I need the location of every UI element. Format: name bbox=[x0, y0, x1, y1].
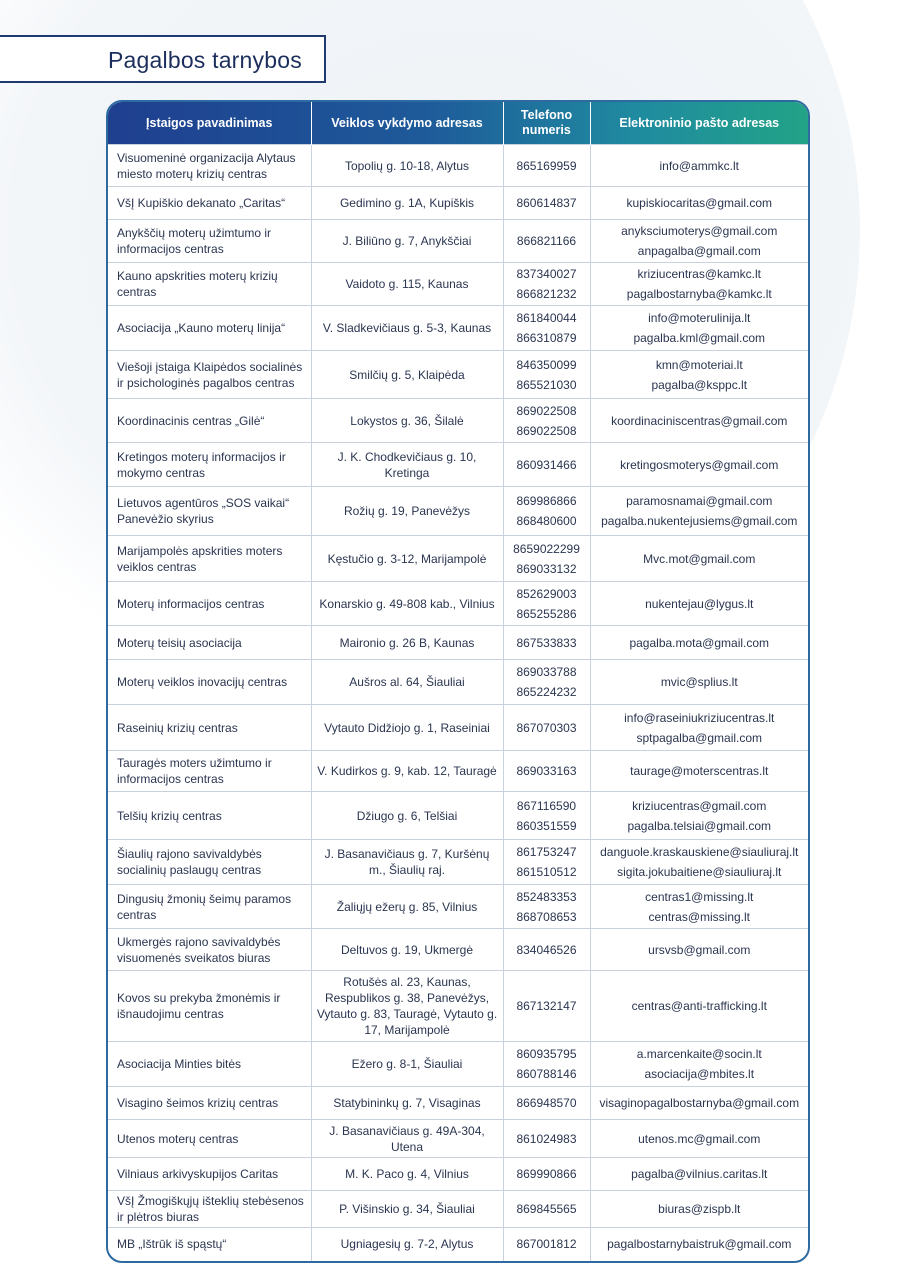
org-address: Ežero g. 8-1, Šiauliai bbox=[311, 1042, 503, 1087]
header-phone: Telefono numeris bbox=[503, 102, 590, 145]
phone-number[interactable]: 834046526 bbox=[516, 942, 577, 957]
org-address: Aušros al. 64, Šiauliai bbox=[311, 660, 503, 705]
org-phones bbox=[503, 399, 590, 443]
table-row bbox=[108, 220, 808, 263]
org-emails bbox=[590, 1158, 808, 1191]
services-table bbox=[106, 100, 810, 1263]
org-phones bbox=[503, 840, 590, 885]
email-address[interactable]: centras@anti-trafficking.lt bbox=[631, 999, 767, 1013]
phone-number[interactable]: 868480600 bbox=[516, 514, 577, 528]
org-name: Visuomeninė organizacija Alytaus miesto moterų krizių centras bbox=[108, 145, 311, 187]
table-row bbox=[108, 187, 808, 220]
email-address[interactable]: utenos.mc@gmail.com bbox=[638, 1131, 761, 1146]
org-emails bbox=[590, 582, 808, 626]
org-address: Topolių g. 10-18, Alytus bbox=[311, 145, 503, 187]
org-name: Kretingos moterų informacijos ir mokymo centras bbox=[108, 443, 311, 487]
org-name: Utenos moterų centras bbox=[108, 1120, 311, 1158]
table-row bbox=[108, 840, 808, 885]
phone-number[interactable]: 860351559 bbox=[516, 818, 577, 833]
org-address: J. K. Chodkevičiaus g. 10, Kretinga bbox=[311, 443, 503, 487]
org-emails bbox=[590, 660, 808, 705]
email-address[interactable]: visaginopagalbostarnyba@gmail.com bbox=[599, 1096, 800, 1110]
table-row bbox=[108, 145, 808, 187]
org-phones bbox=[503, 1158, 590, 1191]
org-address: Konarskio g. 49-808 kab., Vilnius bbox=[311, 582, 503, 626]
table-row bbox=[108, 885, 808, 929]
phone-number[interactable]: 869022508 bbox=[516, 403, 577, 418]
phone-number[interactable]: 860788146 bbox=[516, 1067, 577, 1081]
org-emails bbox=[590, 705, 808, 751]
org-address: Kęstučio g. 3-12, Marijampolė bbox=[311, 536, 503, 582]
email-address[interactable]: pagalba@vilnius.caritas.lt bbox=[631, 1167, 768, 1181]
email-address[interactable]: sptpagalba@gmail.com bbox=[636, 730, 763, 745]
org-address: J. Biliūno g. 7, Anykščiai bbox=[311, 220, 503, 263]
org-address: V. Sladkevičiaus g. 5-3, Kaunas bbox=[311, 306, 503, 351]
org-name: Anykščių moterų užimtumo ir informacijos centras bbox=[108, 220, 311, 263]
phone-number[interactable]: 867001812 bbox=[516, 1237, 577, 1252]
email-address[interactable]: biuras@zispb.lt bbox=[658, 1202, 741, 1216]
email-address[interactable]: a.marcenkaite@socin.lt bbox=[636, 1047, 762, 1061]
org-phones bbox=[503, 487, 590, 536]
email-address[interactable]: anyksciumoterys@gmail.com bbox=[621, 224, 778, 238]
org-name: Šiaulių rajono savivaldybės socialinių paslaugų centras bbox=[108, 840, 311, 885]
org-address: J. Basanavičiaus g. 7, Kuršėnų m., Šiaulių raj. bbox=[311, 840, 503, 885]
phone-number[interactable]: 869033132 bbox=[516, 561, 577, 576]
org-name: Moterų informacijos centras bbox=[108, 582, 311, 626]
phone-number[interactable]: 852629003 bbox=[516, 586, 577, 601]
org-phones bbox=[503, 626, 590, 660]
org-address: Vytauto Didžiojo g. 1, Raseiniai bbox=[311, 705, 503, 751]
phone-number[interactable]: 861840044 bbox=[516, 311, 577, 325]
phone-number[interactable]: 846350099 bbox=[516, 357, 577, 372]
org-name: Ukmergės rajono savivaldybės visuomenės sveikatos biuras bbox=[108, 929, 311, 971]
table-row bbox=[108, 971, 808, 1042]
org-name: Telšių krizių centras bbox=[108, 792, 311, 840]
phone-number[interactable]: 865224232 bbox=[516, 685, 577, 699]
phone-number[interactable]: 869845565 bbox=[516, 1202, 577, 1216]
table-row bbox=[108, 487, 808, 536]
table-row bbox=[108, 1191, 808, 1228]
org-address: P. Višinskio g. 34, Šiauliai bbox=[311, 1191, 503, 1228]
org-emails bbox=[590, 885, 808, 929]
org-address: Smilčių g. 5, Klaipėda bbox=[311, 351, 503, 399]
org-phones bbox=[503, 145, 590, 187]
org-address: Ugniagesių g. 7-2, Alytus bbox=[311, 1228, 503, 1261]
org-name: Asociacija „Kauno moterų linija“ bbox=[108, 306, 311, 351]
org-name: Moterų teisių asociacija bbox=[108, 626, 311, 660]
table-row bbox=[108, 929, 808, 971]
phone-number[interactable]: 837340027 bbox=[516, 267, 577, 281]
org-address: Vaidoto g. 115, Kaunas bbox=[311, 263, 503, 306]
org-emails bbox=[590, 536, 808, 582]
org-phones bbox=[503, 443, 590, 487]
phone-number[interactable]: 868708653 bbox=[516, 909, 577, 924]
org-phones bbox=[503, 705, 590, 751]
org-emails bbox=[590, 1228, 808, 1261]
email-address[interactable]: info@raseiniukriziucentras.lt bbox=[624, 710, 775, 725]
org-address: M. K. Paco g. 4, Vilnius bbox=[311, 1158, 503, 1191]
org-phones bbox=[503, 1120, 590, 1158]
org-emails bbox=[590, 751, 808, 792]
phone-number[interactable]: 861024983 bbox=[516, 1131, 577, 1146]
org-name: Kauno apskrities moterų krizių centras bbox=[108, 263, 311, 306]
org-phones bbox=[503, 971, 590, 1042]
org-phones bbox=[503, 1042, 590, 1087]
org-name: Raseinių krizių centras bbox=[108, 705, 311, 751]
org-phones bbox=[503, 220, 590, 263]
org-address: Maironio g. 26 B, Kaunas bbox=[311, 626, 503, 660]
header-address: Veiklos vykdymo adresas bbox=[311, 102, 503, 145]
org-name: Asociacija Minties bitės bbox=[108, 1042, 311, 1087]
org-name: Vilniaus arkivyskupijos Caritas bbox=[108, 1158, 311, 1191]
table-row bbox=[108, 1158, 808, 1191]
email-address[interactable]: kupiskiocaritas@gmail.com bbox=[626, 196, 773, 210]
org-name: VšĮ Kupiškio dekanato „Caritas“ bbox=[108, 187, 311, 220]
phone-number[interactable]: 869986866 bbox=[516, 494, 577, 508]
phone-number[interactable]: 866821232 bbox=[516, 287, 577, 301]
org-address: Deltuvos g. 19, Ukmergė bbox=[311, 929, 503, 971]
email-address[interactable]: pagalbostarnyba@kamkc.lt bbox=[626, 287, 772, 301]
org-emails bbox=[590, 1120, 808, 1158]
table-row bbox=[108, 1228, 808, 1261]
org-phones bbox=[503, 792, 590, 840]
phone-number[interactable]: 8659022299 bbox=[513, 541, 580, 556]
email-address[interactable]: mvic@splius.lt bbox=[660, 675, 738, 689]
org-address: Džiugo g. 6, Telšiai bbox=[311, 792, 503, 840]
org-emails bbox=[590, 626, 808, 660]
org-emails bbox=[590, 1191, 808, 1228]
page-title: Pagalbos tarnybos bbox=[108, 47, 302, 73]
org-name: Viešoji įstaiga Klaipėdos socialinės ir psichologinės pagalbos centras bbox=[108, 351, 311, 399]
phone-number[interactable]: 867070303 bbox=[516, 720, 577, 735]
email-address[interactable]: nukentejau@lygus.lt bbox=[645, 596, 754, 611]
table-row bbox=[108, 263, 808, 306]
phone-number[interactable]: 865521030 bbox=[516, 377, 577, 392]
table-header-row bbox=[108, 102, 808, 145]
table-row bbox=[108, 443, 808, 487]
phone-number[interactable]: 860931466 bbox=[516, 457, 577, 472]
header-name: Įstaigos pavadinimas bbox=[108, 102, 311, 145]
org-name: Koordinacinis centras „Gilė“ bbox=[108, 399, 311, 443]
phone-number[interactable]: 861510512 bbox=[516, 865, 577, 879]
org-emails bbox=[590, 187, 808, 220]
org-phones bbox=[503, 1228, 590, 1261]
org-phones bbox=[503, 660, 590, 705]
title-box bbox=[0, 35, 326, 83]
table-row bbox=[108, 536, 808, 582]
org-emails bbox=[590, 443, 808, 487]
org-phones bbox=[503, 885, 590, 929]
email-address[interactable]: pagalba.nukentejusiems@gmail.com bbox=[601, 514, 798, 528]
org-phones bbox=[503, 351, 590, 399]
org-address: Žaliųjų ežerų g. 85, Vilnius bbox=[311, 885, 503, 929]
org-emails bbox=[590, 399, 808, 443]
table-row bbox=[108, 792, 808, 840]
email-address[interactable]: anpagalba@gmail.com bbox=[637, 244, 761, 258]
org-phones bbox=[503, 536, 590, 582]
org-emails bbox=[590, 1087, 808, 1120]
header-email: Elektroninio pašto adresas bbox=[619, 115, 780, 130]
org-emails bbox=[590, 487, 808, 536]
org-phones bbox=[503, 582, 590, 626]
email-address[interactable]: pagalba@ksppc.lt bbox=[651, 377, 748, 392]
email-address[interactable]: Mvc.mot@gmail.com bbox=[643, 551, 756, 566]
email-address[interactable]: danguole.kraskauskiene@siauliuraj.lt bbox=[600, 845, 799, 859]
table-row bbox=[108, 705, 808, 751]
phone-number[interactable]: 866948570 bbox=[516, 1096, 577, 1110]
org-emails bbox=[590, 220, 808, 263]
org-emails bbox=[590, 792, 808, 840]
org-emails bbox=[590, 971, 808, 1042]
table-row bbox=[108, 1120, 808, 1158]
email-address[interactable]: kriziucentras@kamkc.lt bbox=[637, 267, 762, 281]
table-row bbox=[108, 399, 808, 443]
org-phones bbox=[503, 751, 590, 792]
phone-number[interactable]: 861753247 bbox=[516, 845, 577, 859]
org-emails bbox=[590, 840, 808, 885]
org-name: Marijampolės apskrities moters veiklos centras bbox=[108, 536, 311, 582]
email-address[interactable]: kmn@moteriai.lt bbox=[655, 357, 743, 372]
phone-number[interactable]: 865169959 bbox=[516, 158, 577, 173]
email-address[interactable]: paramosnamai@gmail.com bbox=[626, 494, 773, 508]
org-phones bbox=[503, 306, 590, 351]
table-row bbox=[108, 660, 808, 705]
org-emails bbox=[590, 351, 808, 399]
org-name: Dingusių žmonių šeimų paramos centras bbox=[108, 885, 311, 929]
table-row bbox=[108, 582, 808, 626]
org-address: V. Kudirkos g. 9, kab. 12, Tauragė bbox=[311, 751, 503, 792]
org-name: Visagino šeimos krizių centras bbox=[108, 1087, 311, 1120]
org-name: Tauragės moters užimtumo ir informacijos centras bbox=[108, 751, 311, 792]
org-emails bbox=[590, 145, 808, 187]
phone-number[interactable]: 860935795 bbox=[516, 1047, 577, 1061]
email-address[interactable]: ursvsb@gmail.com bbox=[648, 942, 751, 957]
phone-number[interactable]: 869033788 bbox=[516, 665, 577, 679]
email-address[interactable]: sigita.jokubaitiene@siauliuraj.lt bbox=[617, 865, 782, 879]
org-name: MB „Ištrūk iš spąstų“ bbox=[108, 1228, 311, 1261]
table-row bbox=[108, 626, 808, 660]
table-row bbox=[108, 751, 808, 792]
table-row bbox=[108, 306, 808, 351]
table-row bbox=[108, 1087, 808, 1120]
email-address[interactable]: asociacija@mbites.lt bbox=[644, 1067, 755, 1081]
email-address[interactable]: pagalba.telsiai@gmail.com bbox=[627, 818, 772, 833]
phone-number[interactable]: 869022508 bbox=[516, 423, 577, 438]
org-emails bbox=[590, 929, 808, 971]
phone-number[interactable]: 865255286 bbox=[516, 606, 577, 621]
phone-number[interactable]: 869033163 bbox=[516, 764, 577, 778]
table-row bbox=[108, 351, 808, 399]
org-name: VšĮ Žmogiškųjų išteklių stebėsenos ir plėtros biuras bbox=[108, 1191, 311, 1228]
org-emails bbox=[590, 263, 808, 306]
phone-number[interactable]: 866821166 bbox=[516, 234, 577, 248]
email-address[interactable]: centras1@missing.lt bbox=[645, 889, 754, 904]
phone-number[interactable]: 869990866 bbox=[516, 1167, 577, 1181]
org-phones bbox=[503, 263, 590, 306]
org-emails bbox=[590, 1042, 808, 1087]
email-address[interactable]: info@moterulinija.lt bbox=[648, 311, 751, 325]
org-address: Gedimino g. 1A, Kupiškis bbox=[311, 187, 503, 220]
org-phones bbox=[503, 929, 590, 971]
phone-number[interactable]: 866310879 bbox=[516, 331, 577, 345]
org-address: Rožių g. 19, Panevėžys bbox=[311, 487, 503, 536]
org-name: Moterų veiklos inovacijų centras bbox=[108, 660, 311, 705]
email-address[interactable]: pagalba.kml@gmail.com bbox=[633, 331, 766, 345]
email-address[interactable]: pagalbostarnybaistruk@gmail.com bbox=[607, 1237, 792, 1252]
org-phones bbox=[503, 1087, 590, 1120]
email-address[interactable]: pagalba.mota@gmail.com bbox=[629, 635, 770, 650]
email-address[interactable]: taurage@moterscentras.lt bbox=[630, 764, 769, 778]
org-name: Lietuvos agentūros „SOS vaikai“ Panevėžio skyrius bbox=[108, 487, 311, 536]
org-address: J. Basanavičiaus g. 49A-304, Utena bbox=[311, 1120, 503, 1158]
phone-number[interactable]: 852483353 bbox=[516, 889, 577, 904]
email-address[interactable]: info@ammkc.lt bbox=[659, 158, 740, 173]
org-name: Kovos su prekyba žmonėmis ir išnaudojimu centras bbox=[108, 971, 311, 1042]
org-address: Rotušės al. 23, Kaunas, Respublikos g. 38, Panevėžys, Vytauto g. 83, Tauragė, Vytauto g. 17, Marijampolė bbox=[311, 971, 503, 1042]
org-phones bbox=[503, 187, 590, 220]
email-address[interactable]: koordinaciniscentras@gmail.com bbox=[611, 413, 788, 428]
phone-number[interactable]: 867132147 bbox=[516, 999, 577, 1013]
org-address: Lokystos g. 36, Šilalė bbox=[311, 399, 503, 443]
table-row bbox=[108, 1042, 808, 1087]
org-emails bbox=[590, 306, 808, 351]
phone-number[interactable]: 867533833 bbox=[516, 635, 577, 650]
phone-number[interactable]: 860614837 bbox=[516, 196, 577, 210]
email-address[interactable]: kriziucentras@gmail.com bbox=[632, 798, 767, 813]
email-address[interactable]: kretingosmoterys@gmail.com bbox=[620, 457, 779, 472]
org-phones bbox=[503, 1191, 590, 1228]
org-address: Statybininkų g. 7, Visaginas bbox=[311, 1087, 503, 1120]
phone-number[interactable]: 867116590 bbox=[516, 798, 577, 813]
email-address[interactable]: centras@missing.lt bbox=[648, 909, 751, 924]
